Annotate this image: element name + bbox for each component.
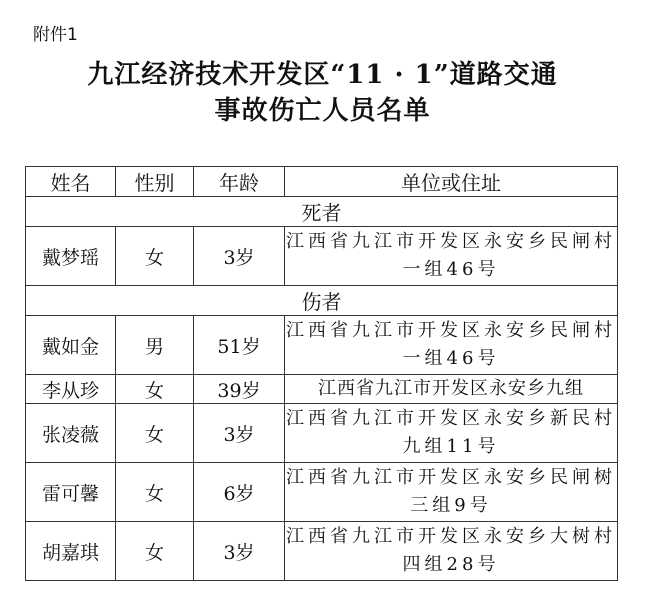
person-age: 51岁 (194, 316, 285, 375)
person-age: 3岁 (194, 227, 285, 286)
person-address: 江西省九江市开发区永安乡民闸树三组9号 (285, 463, 618, 522)
table-header-row (26, 167, 618, 197)
person-name: 张凌薇 (26, 404, 116, 463)
person-gender: 女 (116, 463, 194, 522)
table-row (26, 404, 618, 463)
section-label-deceased: 死者 (26, 197, 618, 227)
header-address: 单位或住址 (285, 167, 618, 197)
section-label-injured: 伤者 (26, 286, 618, 316)
table-row (26, 522, 618, 581)
person-address: 江西省九江市开发区永安乡民闸村一组46号 (285, 316, 618, 375)
person-name: 雷可馨 (26, 463, 116, 522)
person-age: 6岁 (194, 463, 285, 522)
attachment-label: 附件1 (33, 25, 78, 45)
person-name: 戴梦瑶 (26, 227, 116, 286)
document-title-line-2: 事故伤亡人员名单 (214, 96, 431, 126)
document-title-line-1: 九江经济技术开发区“11 · 1”道路交通 (87, 60, 558, 90)
person-address: 江西省九江市开发区永安乡民闸村一组46号 (285, 227, 618, 286)
table-row (26, 375, 618, 404)
header-name: 姓名 (26, 167, 116, 197)
section-row-deceased (26, 197, 618, 227)
person-gender: 女 (116, 404, 194, 463)
section-row-injured (26, 286, 618, 316)
person-name: 李从珍 (26, 375, 116, 404)
casualty-table (25, 166, 618, 581)
person-address: 江西省九江市开发区永安乡新民村九组11号 (285, 404, 618, 463)
person-age: 3岁 (194, 522, 285, 581)
header-gender: 性别 (116, 167, 194, 197)
person-age: 3岁 (194, 404, 285, 463)
table-row (26, 316, 618, 375)
table-row (26, 227, 618, 286)
person-age: 39岁 (194, 375, 285, 404)
person-gender: 女 (116, 227, 194, 286)
person-gender: 男 (116, 316, 194, 375)
person-gender: 女 (116, 522, 194, 581)
person-address: 江西省九江市开发区永安乡大树村四组28号 (285, 522, 618, 581)
person-name: 胡嘉琪 (26, 522, 116, 581)
person-address: 江西省九江市开发区永安乡九组 (285, 375, 618, 404)
table-row (26, 463, 618, 522)
person-name: 戴如金 (26, 316, 116, 375)
header-age: 年龄 (194, 167, 285, 197)
person-gender: 女 (116, 375, 194, 404)
